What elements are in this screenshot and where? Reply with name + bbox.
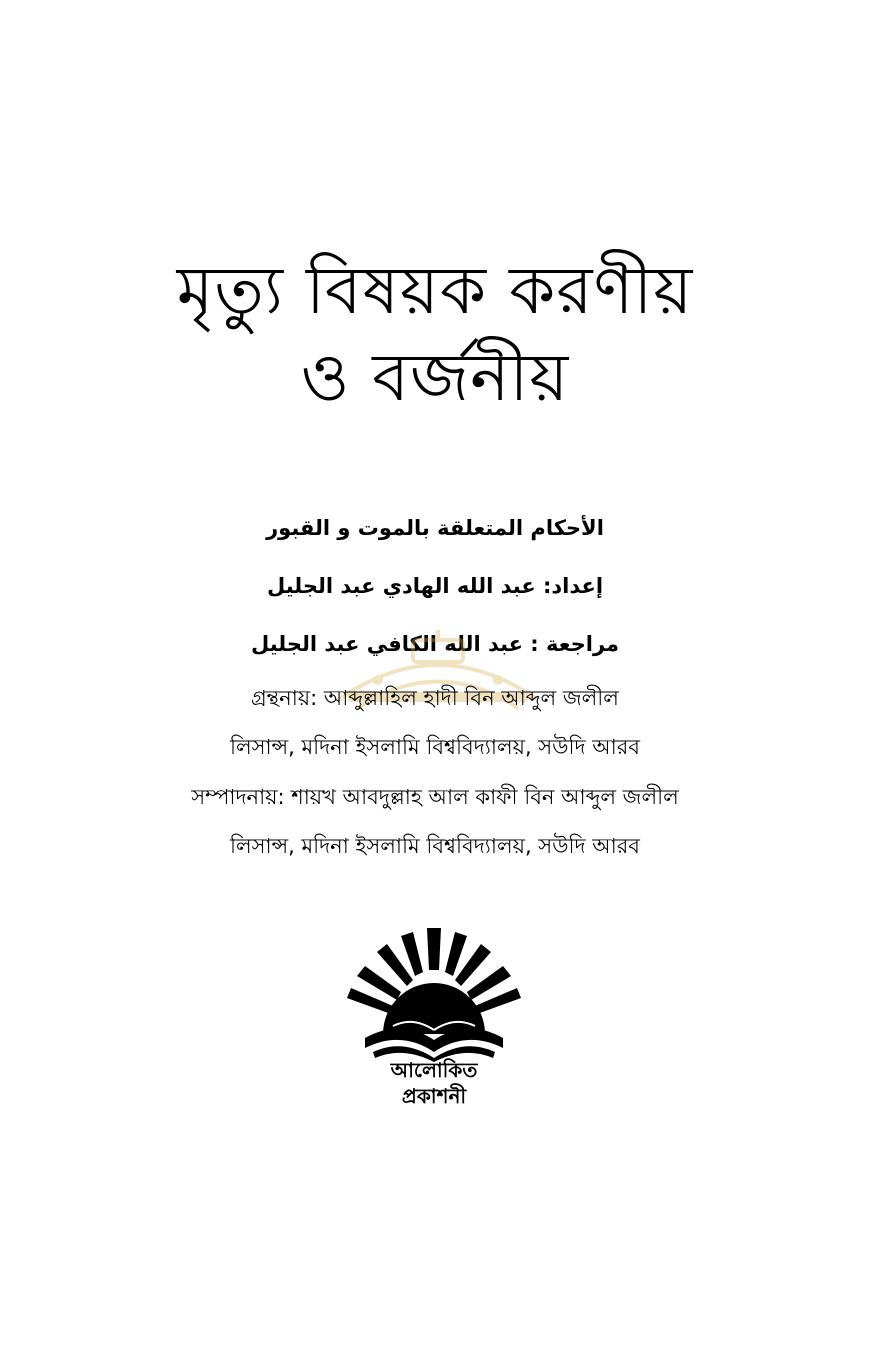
bengali-editor-line: সম্পাদনায়: শায়খ আবদুল্লাহ আল কাফী বিন আব্দুল জলীল <box>191 785 679 809</box>
arabic-subject-title: الأحكام المتعلقة بالموت و القبور <box>266 516 604 540</box>
rising-sun-open-book-icon <box>343 922 525 1062</box>
book-title-line-2 <box>0 339 870 416</box>
book-title-text-2: ও বর্জনীয় <box>300 339 570 416</box>
bengali-editor-credential: লিসান্স, মদিনা ইসলামি বিশ্ববিদ্যালয়, সউদি আরব <box>229 834 640 858</box>
book-title-text-1: মৃত্যু বিষয়ক করণীয় <box>176 252 694 329</box>
publisher-name-line-1: আলোকিত <box>390 1058 478 1082</box>
publisher-logo <box>343 922 525 1118</box>
arabic-author-line: إعداد: عبد الله الهادي عبد الجليل <box>266 574 604 598</box>
book-title-line-1 <box>0 252 870 329</box>
arabic-reviewer-line: مراجعة : عبد الله الكافي عبد الجليل <box>250 632 620 656</box>
publisher-name-line-2: প্রকাশনী <box>401 1084 467 1108</box>
bengali-author-line: গ্রন্থনায়: আব্দুল্লাহিল হাদী বিন আব্দুল জলীল <box>251 686 619 710</box>
bengali-author-credential: লিসান্স, মদিনা ইসলামি বিশ্ববিদ্যালয়, সউদি আরব <box>229 735 640 759</box>
